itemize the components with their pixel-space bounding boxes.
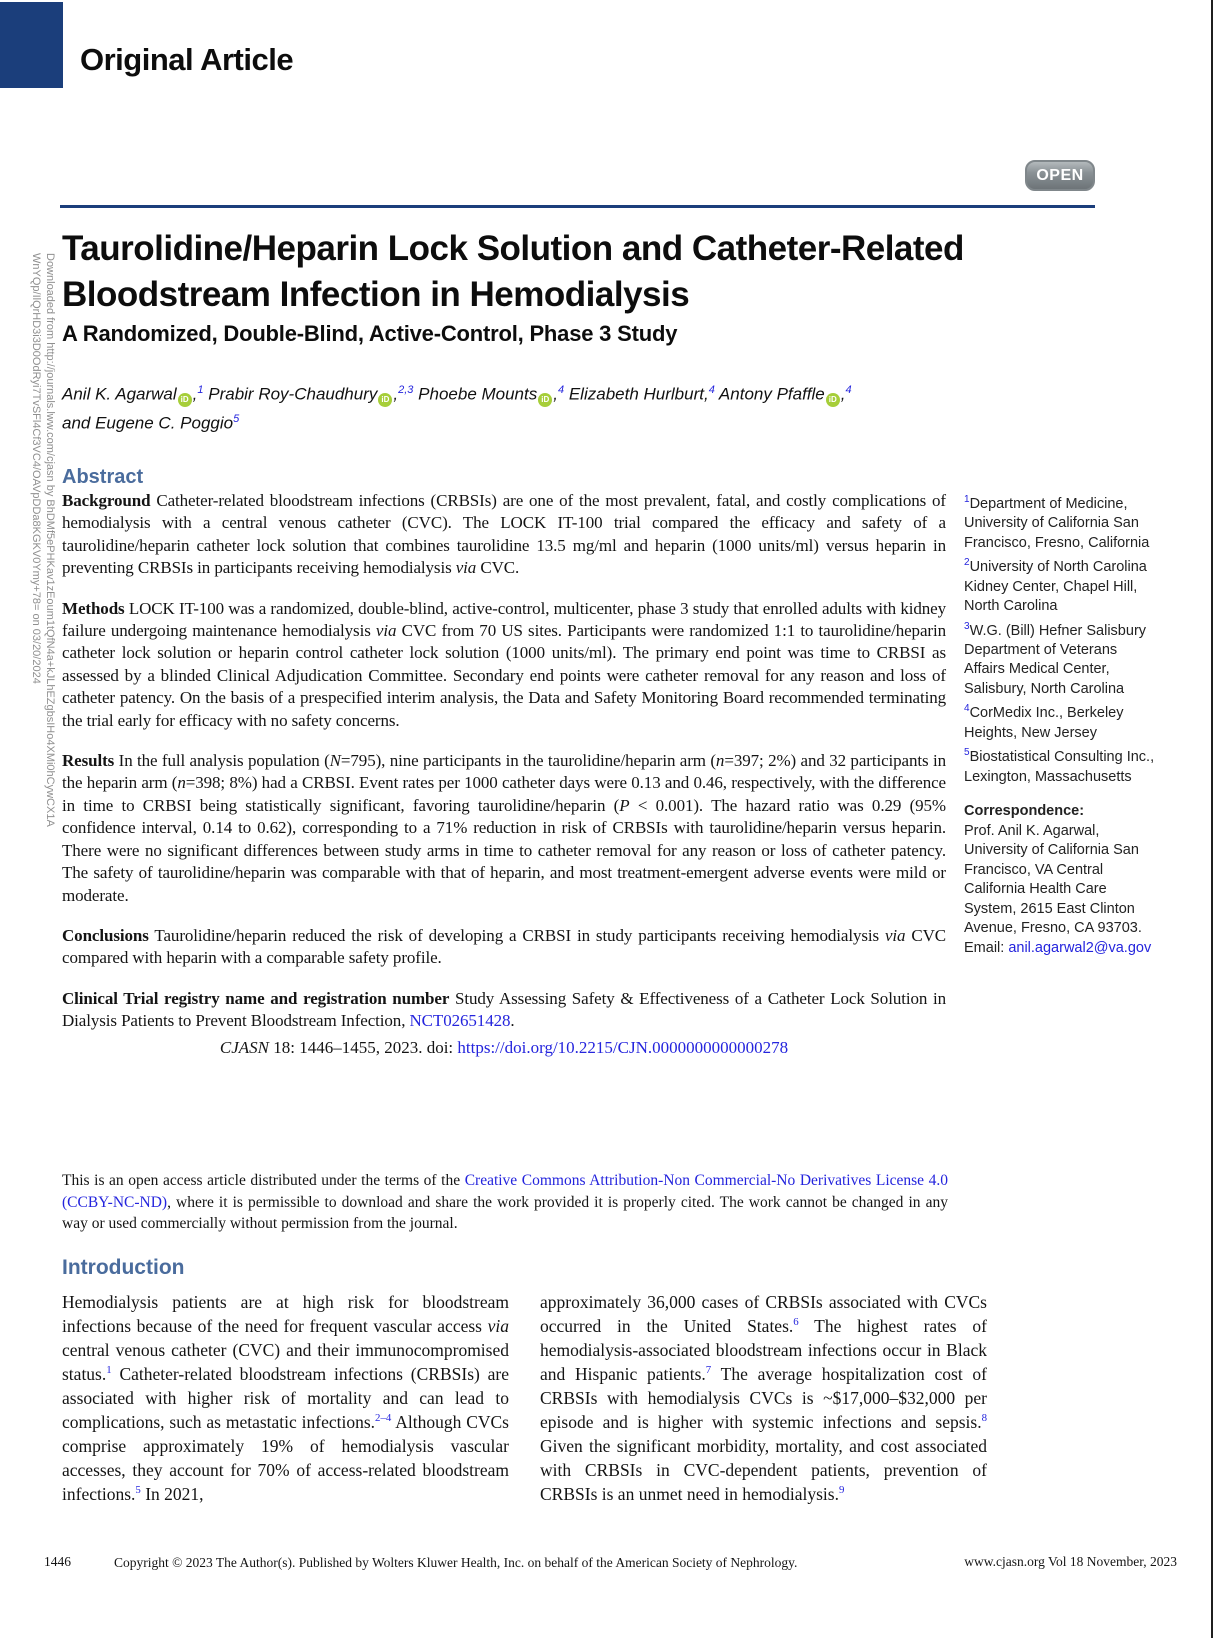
author-affiliation-superscript: 4 xyxy=(845,384,852,396)
abstract-section-label: Conclusions xyxy=(62,925,149,945)
abstract-section-methods xyxy=(62,598,946,732)
abstract-section-label: Background xyxy=(62,491,151,510)
affiliation-3 xyxy=(964,617,1158,700)
article-title-line1: Taurolidine/Heparin Lock Solution and Catheter-Related xyxy=(62,229,964,268)
inline-link[interactable]: https://doi.org/10.2215/CJN.0000000000000278 xyxy=(457,1037,789,1057)
affiliation-text: Biostatistical Consulting Inc., Lexington, Massachusetts xyxy=(964,749,1155,785)
author-name: Prabir Roy-Chaudhury xyxy=(208,384,378,404)
abstract-section-text: Taurolidine/heparin reduced the risk of developing a CRBSI in study participants receiving hemodialysis via CVC compared with heparin with a comparable safety profile. xyxy=(62,925,947,968)
abstract-body xyxy=(62,490,946,1059)
abstract-section-label: Clinical Trial registry name and registration number xyxy=(62,988,450,1008)
orcid-icon[interactable]: iD xyxy=(378,393,392,407)
journal-corner-mark xyxy=(0,2,63,88)
abstract-section-text: Catheter-related bloodstream infections (CRBSIs) are one of the most prevalent, fatal, and costly complications of hemodialysis with a central venous catheter (CVC). The LOCK IT-100 trial compared the efficacy and safety of a taurolidine/heparin catheter lock solution that combines taurolidine 13.5 mg/ml and heparin (1000 units/ml) versus heparin in preventing CRBSIs in participants receiving hemodialysis via CVC. xyxy=(62,491,946,578)
affiliation-1 xyxy=(964,490,1158,553)
author-affiliation-superscript: 4 xyxy=(708,384,715,396)
abstract-heading: Abstract xyxy=(62,466,144,488)
abstract-section-background xyxy=(62,490,946,580)
reference-superscript: 1 xyxy=(106,1364,112,1377)
reference-superscript: 9 xyxy=(838,1484,845,1497)
reference-superscript: 8 xyxy=(981,1412,987,1425)
footer-journal-info: www.cjasn.org Vol 18 November, 2023 xyxy=(964,1554,1177,1569)
correspondence-label: Correspondence: xyxy=(964,803,1085,820)
article-title-line2: Bloodstream Infection in Hemodialysis xyxy=(62,275,690,314)
abstract-section-conclusions xyxy=(62,925,946,970)
citation-line: CJASN 18: 1446–1455, 2023. doi: https://doi.org/10.2215/CJN.0000000000000278 xyxy=(219,1037,789,1057)
reference-superscript: 2–4 xyxy=(375,1412,392,1425)
author-name: Anil K. Agarwal xyxy=(62,384,177,404)
affiliation-2 xyxy=(964,553,1158,616)
affiliation-number: 3 xyxy=(964,620,970,632)
inline-link[interactable]: NCT02651428 xyxy=(409,1011,511,1031)
abstract-section-results xyxy=(62,750,946,907)
download-watermark xyxy=(29,253,56,953)
author-affiliation-superscript: 4 xyxy=(557,384,565,396)
footer-page-number: 1446 xyxy=(44,1554,71,1569)
inline-link[interactable]: Creative Commons Attribution-Non Commercial-No Derivatives License 4.0 (CCBY-NC-ND) xyxy=(62,1172,948,1211)
introduction-column-left: Hemodialysis patients are at high risk for bloodstream infections because of the need for frequent vascular access via central venous catheter (CVC) and their immunocompromised status.$^1$ Catheter-related bloodstream infections (CRBSIs) are associated with higher risk of mortality and can lead to complications, such as metastatic infections.$^{2-4}$ Although CVCs comprise approximately 19% of hemodialysis vascular accesses, they account for 70% of access-related bloodstream infections.$^5$ In 2021, xyxy=(62,1292,509,1504)
footer-copyright: Copyright © 2023 The Author(s). Published by Wolters Kluwer Health, Inc. on behalf of the American Society of Nephrology. xyxy=(114,1555,798,1570)
orcid-icon[interactable]: iD xyxy=(538,393,552,407)
download-watermark-line1: Downloaded from http://journals.lww.com/cjasn by BhDMf5ePHKav1zEoum1tQfN4a+kJLhEZgbsIHo4XMi0hCywCX1A xyxy=(44,253,56,827)
affiliations-sidebar xyxy=(964,490,1158,958)
article-subtitle: A Randomized, Double-Blind, Active-Control, Phase 3 Study xyxy=(62,321,678,346)
affiliation-text: University of North Carolina Kidney Center, Chapel Hill, North Carolina xyxy=(964,559,1147,615)
abstract-section-label: Methods xyxy=(62,598,125,618)
correspondence-email-link[interactable]: anil.agarwal2@va.gov xyxy=(1008,939,1152,956)
correspondence-address: Prof. Anil K. Agarwal, University of California San Francisco, VA Central California Health Care System, 2615 East Clinton Avenue, Fresno, CA 93703. Email: xyxy=(964,822,1142,956)
page-edge-line xyxy=(1211,0,1213,1638)
abstract-section-registry xyxy=(62,988,946,1033)
affiliation-text: CorMedix Inc., Berkeley Heights, New Jersey xyxy=(964,705,1124,741)
reference-superscript: 5 xyxy=(135,1484,141,1497)
correspondence-block xyxy=(964,802,1158,958)
download-watermark-line2: WnYQp/IlQrHD3i3D0OdRyi7TvSFl4Cf3VC4/OAVpDDa8KGKV0Ymy+78= on 03/20/2024 xyxy=(30,253,43,684)
open-access-badge-label: OPEN xyxy=(1036,166,1084,184)
affiliation-5 xyxy=(964,743,1158,787)
author-name: Phoebe Mounts xyxy=(418,384,538,404)
reference-superscript: 7 xyxy=(705,1364,712,1377)
open-access-badge xyxy=(1025,160,1095,191)
affiliation-number: 1 xyxy=(964,494,970,505)
header-rule xyxy=(60,205,1095,208)
affiliation-number: 5 xyxy=(964,747,970,759)
affiliation-4 xyxy=(964,699,1158,743)
abstract-section-text: Study Assessing Safety & Effectiveness of a Catheter Lock Solution in Dialysis Patients to Prevent Bloodstream Infection, NCT02651428. xyxy=(62,988,946,1031)
introduction-column-right: approximately 36,000 cases of CRBSIs associated with CVCs occurred in the United States.$^6$ The highest rates of hemodialysis-associated bloodstream infections occur in Black and Hispanic patients.$^7$ The average hospitalization cost of CRBSIs with hemodialysis CVCs is ~$17,000–$32,000 per episode and is higher with systemic infections and sepsis.$^8$ Given the significant morbidity, mortality, and cost associated with CRBSIs in CVC-dependent patients, prevention of CRBSIs is an unmet need in hemodialysis.$^9$ xyxy=(540,1292,988,1504)
introduction-heading: Introduction xyxy=(62,1256,185,1279)
reference-superscript: 6 xyxy=(793,1316,799,1329)
affiliation-number: 4 xyxy=(964,703,970,715)
orcid-icon[interactable]: iD xyxy=(826,393,840,407)
affiliation-text: W.G. (Bill) Hefner Salisbury Department of Veterans Affairs Medical Center, Salisbury, North Carolina xyxy=(964,622,1147,697)
affiliation-text: Department of Medicine, University of California San Francisco, Fresno, California xyxy=(964,495,1150,551)
author-name: Antony Pfaffle xyxy=(718,384,825,404)
author-name: and Eugene C. Poggio xyxy=(62,413,234,433)
abstract-section-text: In the full analysis population (N=795), nine participants in the taurolidine/heparin arm (n=397; 2%) and 32 participants in the heparin arm (n=398; 8%) had a CRBSI. Event rates per 1000 catheter days were 0.13 and 0.46, respectively, with the difference in time to CRBSI being statistically significant, favoring taurolidine/heparin (P < 0.001). The hazard ratio was 0.29 (95% confidence interval, 0.14 to 0.62), corresponding to a 71% reduction in risk of CRBSIs with taurolidine/heparin versus heparin. There were no significant differences between study arms in time to catheter removal for any reason or loss of catheter patency. The safety of taurolidine/heparin was comparable with that of heparin, and most treatment-emergent adverse events were mild or moderate. xyxy=(62,751,946,905)
author-byline: Anil K. Agarwal iD ,$^1$ Prabir Roy-Chaudhury iD ,$^{2,3}$ Phoebe Mounts iD ,$^4$ Elizabeth Hurlburt,$^4$ Antony Pfaffle iD ,$^4$ and Eugene C. Poggio$^5$ xyxy=(62,384,852,433)
author-name: Elizabeth Hurlburt xyxy=(568,384,704,404)
affiliation-number: 2 xyxy=(964,557,970,569)
abstract-section-text: LOCK IT-100 was a randomized, double-blind, active-control, multicenter, phase 3 study that enrolled adults with kidney failure undergoing maintenance hemodialysis via CVC from 70 US sites. Participants were randomized 1:1 to taurolidine/heparin catheter lock solution or heparin control catheter lock solution (1000 units/ml). The primary end point was time to CRBSI as assessed by a blinded Clinical Adjudication Committee. Secondary end points were catheter removal for any reason and loss of catheter patency. On the basis of a prespecified interim analysis, the Data and Safety Monitoring Board recommended terminating the trial early for efficacy with no safety concerns. xyxy=(62,598,946,730)
orcid-icon[interactable]: iD xyxy=(178,393,192,407)
author-affiliation-superscript: 1 xyxy=(197,384,204,396)
author-affiliation-superscript: 2,3 xyxy=(398,384,414,396)
open-access-license-note: This is an open access article distributed under the terms of the Creative Commons Attribution-Non Commercial-No Derivatives License 4.0 (CCBY-NC-ND), where it is permissible to download and share the work provided it is properly cited. The work cannot be changed in any way or used commercially without permission from the journal. xyxy=(62,1172,948,1232)
article-title xyxy=(62,226,992,318)
author-affiliation-superscript: 5 xyxy=(233,412,240,425)
abstract-section-label: Results xyxy=(62,751,115,771)
article-type-kicker: Original Article xyxy=(80,42,294,77)
